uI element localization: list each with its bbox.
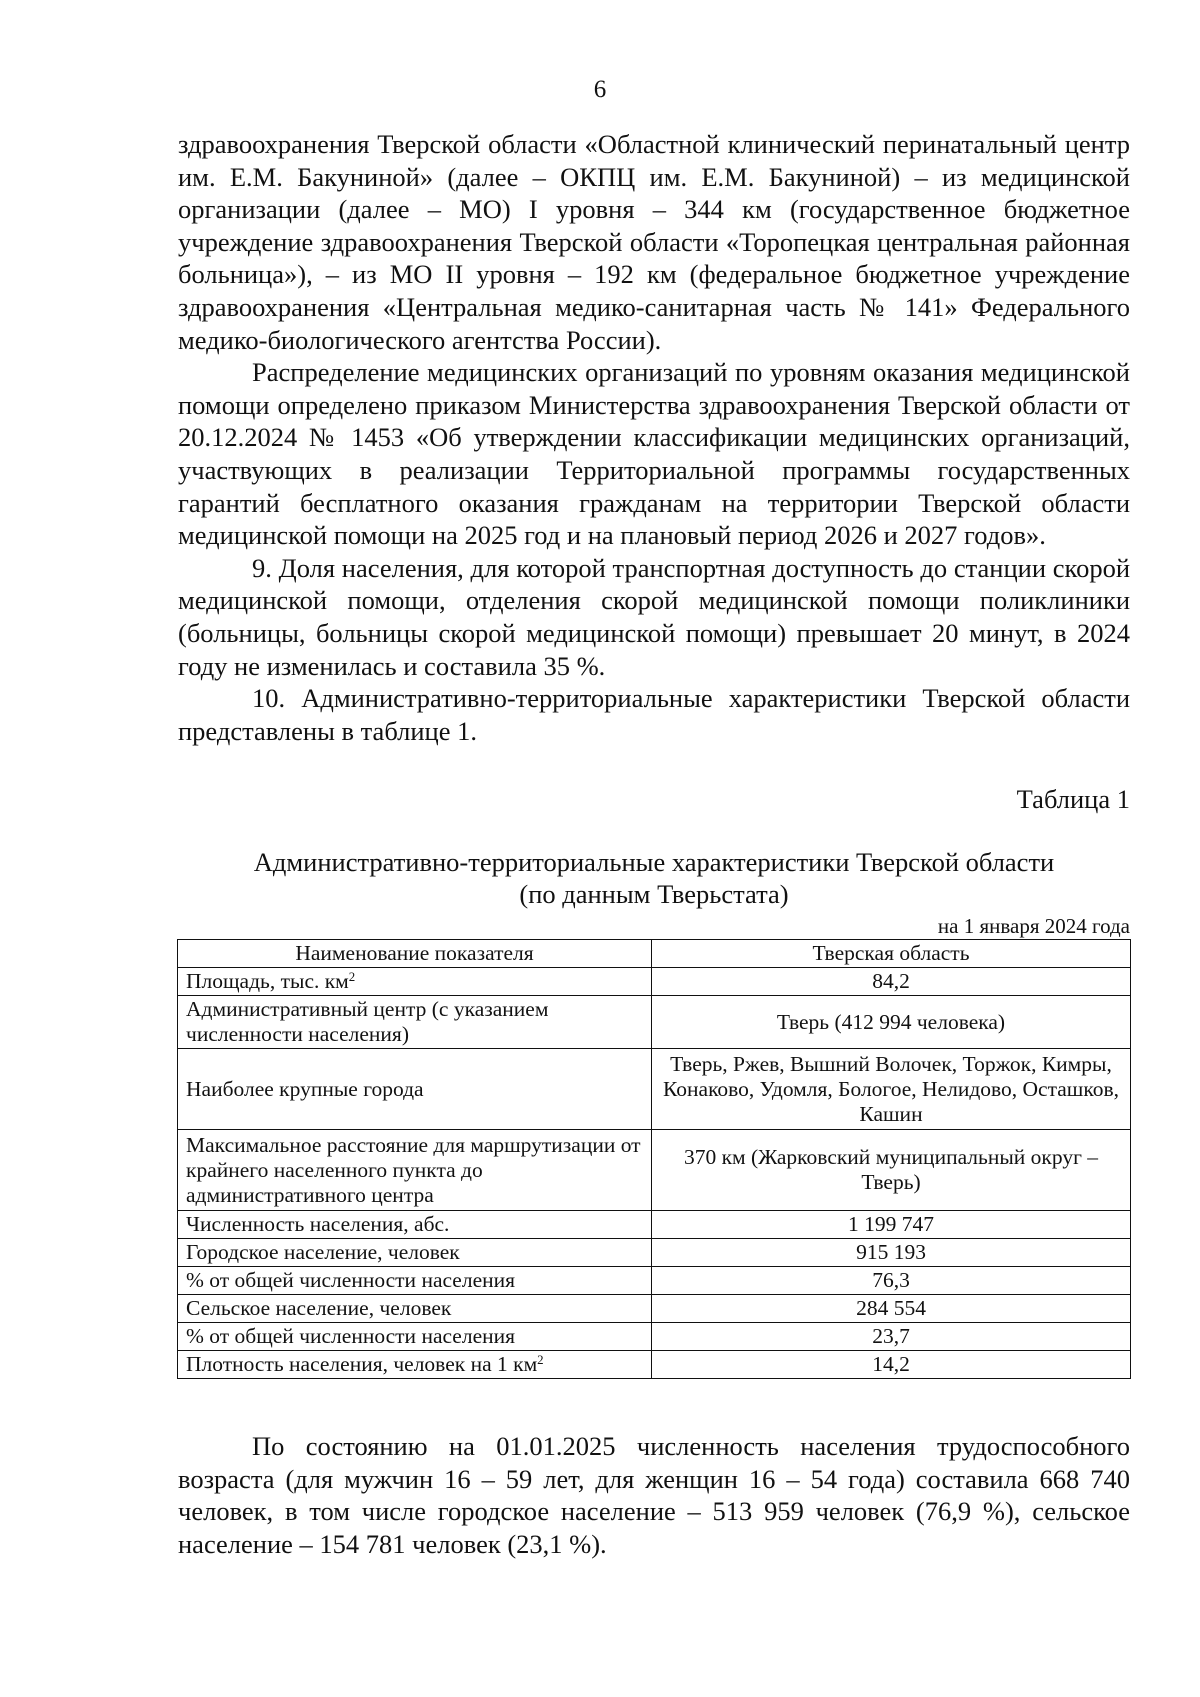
row-value: 76,3: [652, 1267, 1131, 1295]
row-name-density: Плотность населения, человек на 1 $км^2$: [178, 1351, 652, 1379]
row-value: 84,2: [652, 968, 1131, 996]
table-title: [178, 846, 1130, 910]
table-header-row: [178, 940, 1131, 968]
row-name-urban-population: Городское население, человек: [178, 1239, 652, 1267]
row-name-admin-center: Административный центр (с указанием численности населения): [178, 996, 652, 1049]
table-row: [178, 968, 1131, 996]
row-name-max-distance: Максимальное расстояние для маршрутизации от крайнего населенного пункта до административного центра: [178, 1130, 652, 1211]
paragraph-working-age: По состоянию на 01.01.2025 численность населения трудоспособного возраста (для мужчин 16 – 59 лет, для женщин 16 – 54 года) составила 668 740 человек, в том числе городское население – 513 959 человек (76,9 %), сельское население – 154 781 человек (23,1 %).: [178, 1431, 1130, 1559]
row-name-population: Численность населения, абс.: [178, 1211, 652, 1239]
table-label: Таблица 1: [1016, 784, 1130, 814]
table-row: [178, 1295, 1131, 1323]
superscript: 2: [537, 1352, 544, 1367]
table-date: на 1 января 2024 года: [937, 914, 1130, 938]
text-after-table: [178, 1430, 1130, 1560]
table-row: [178, 1323, 1131, 1351]
table-row: [178, 1267, 1131, 1295]
row-value: 23,7: [652, 1323, 1131, 1351]
table-row: [178, 1130, 1131, 1211]
row-name-largest-cities: Наиболее крупные города: [178, 1049, 652, 1130]
table-row: [178, 1211, 1131, 1239]
row-name-rural-population: Сельское население, человек: [178, 1295, 652, 1323]
paragraph-continuation: здравоохранения Тверской области «Областной клинический перинатальный центр им. Е.М. Бакуниной» (далее – ОКПЦ им. Е.М. Бакуниной) – из медицинской организации (далее – МО) I уровня – 344 км (государственное бюджетное учреждение здравоохранения Тверской области «Торопецкая центральная районная больница»), – из МО II уровня – 192 км (федеральное бюджетное учреждение здравоохранения «Центральная медико-санитарная часть № 141» Федерального медико-биологического агентства России).: [178, 129, 1130, 355]
row-value: Тверь, Ржев, Вышний Волочек, Торжок, Кимры, Конаково, Удомля, Бологое, Нелидово, Осташков, Кашин: [652, 1049, 1131, 1130]
row-name-rural-share: % от общей численности населения: [178, 1323, 652, 1351]
row-value: Тверь (412 994 человека): [652, 996, 1131, 1049]
table-row: [178, 1239, 1131, 1267]
text-before-table: [178, 128, 1130, 747]
header-indicator-name: Наименование показателя: [178, 940, 652, 968]
table-row: [178, 996, 1131, 1049]
table-title-line1: Административно-территориальные характеристики Тверской области: [253, 847, 1055, 877]
table-title-line2: (по данным Тверьстата): [519, 879, 789, 909]
superscript: 2: [348, 969, 356, 984]
row-value: 284 554: [652, 1295, 1131, 1323]
paragraph-item-10: 10. Административно-территориальные характеристики Тверской области представлены в таблице 1.: [178, 683, 1130, 746]
territorial-characteristics-table: [177, 939, 1131, 1379]
row-value: 370 км (Жарковский муниципальный округ – Тверь): [652, 1130, 1131, 1211]
row-value: 915 193: [652, 1239, 1131, 1267]
row-value: 14,2: [652, 1351, 1131, 1379]
page-number: 6: [593, 76, 607, 103]
table-row: [178, 1351, 1131, 1379]
row-name-area: Площадь, тыс. $км^2$: [178, 968, 652, 996]
header-region: Тверская область: [652, 940, 1131, 968]
row-value: 1 199 747: [652, 1211, 1131, 1239]
paragraph-item-9: 9. Доля населения, для которой транспортная доступность до станции скорой медицинской помощи, отделения скорой медицинской помощи поликлиники (больницы, больницы скорой медицинской помощи) превышает 20 минут, в 2024 году не изменилась и составила 35 %.: [178, 552, 1130, 681]
table-row: [178, 1049, 1131, 1130]
paragraph-distribution: Распределение медицинских организаций по уровням оказания медицинской помощи определено приказом Министерства здравоохранения Тверской области от 20.12.2024 № 1453 «Об утверждении классификации медицинских организаций, участвующих в реализации Территориальной программы государственных гарантий бесплатного оказания гражданам на территории Тверской области медицинской помощи на 2025 год и на плановый период 2026 и 2027 годов».: [178, 357, 1130, 551]
row-name-urban-share: % от общей численности населения: [178, 1267, 652, 1295]
